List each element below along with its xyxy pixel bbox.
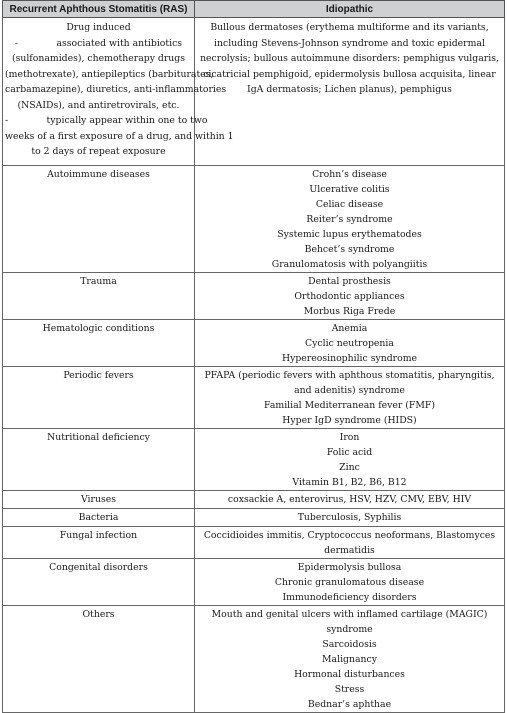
table-body (3, 18, 505, 713)
idiopathic-item: Anemia (331, 323, 368, 334)
table-row (3, 320, 505, 367)
table-row (3, 509, 505, 527)
idiopathic-item: Dental prosthesis (308, 276, 391, 287)
idiopathic-cell (195, 367, 505, 429)
idiopathic-item: Hormonal disturbances (294, 669, 405, 680)
cause-category-text: - typically appear within one to two (5, 115, 208, 126)
idiopathic-item: Stress (334, 684, 365, 695)
idiopathic-item: Zinc (339, 462, 360, 473)
idiopathic-item: syndrome (326, 624, 373, 635)
cause-category-cell (3, 509, 195, 527)
cause-category-text: (methotrexate), antiepileptics (barbiturates, (5, 68, 214, 80)
idiopathic-item: Coccidioides immitis, Cryptococcus neoformans, Blastomyces (203, 530, 496, 541)
cause-category-text: to 2 days of repeat exposure (31, 146, 166, 157)
table-row (3, 273, 505, 320)
cause-category-text: (NSAIDs), and antiretrovirals, etc. (17, 99, 180, 111)
idiopathic-cell (195, 559, 505, 606)
idiopathic-item: Hypereosinophilic syndrome (281, 353, 418, 364)
header-row (3, 1, 505, 18)
idiopathic-item: PFAPA (periodic fevers with aphthous stomatitis, pharyngitis, (204, 370, 495, 381)
idiopathic-item: Immunodeficiency disorders (282, 592, 417, 603)
idiopathic-item: Crohn’s disease (312, 169, 387, 180)
idiopathic-item: IgA dermatosis; Lichen planus), pemphigus (247, 84, 452, 95)
idiopathic-cell (195, 18, 505, 166)
cause-category-text: Drug induced (66, 22, 131, 33)
idiopathic-cell (195, 166, 505, 273)
table-row (3, 166, 505, 273)
header-idiopathic: Idiopathic (195, 1, 505, 18)
idiopathic-item: Iron (339, 432, 360, 443)
idiopathic-item: Reiter’s syndrome (306, 214, 393, 225)
cause-category-text: Hematologic conditions (42, 323, 155, 334)
idiopathic-item: Granulomatosis with polyangiitis (271, 259, 428, 270)
idiopathic-item: Celiac disease (315, 199, 384, 210)
idiopathic-cell (195, 273, 505, 320)
idiopathic-item: and adenitis) syndrome (294, 385, 405, 396)
idiopathic-item: Bullous dermatoses (erythema multiforme and its variants, (210, 22, 489, 33)
idiopathic-item: Folic acid (326, 447, 373, 458)
cause-category-cell (3, 273, 195, 320)
cause-category-text: Periodic fevers (63, 370, 134, 381)
cause-category-text: Bacteria (78, 512, 119, 523)
idiopathic-cell (195, 429, 505, 491)
table-row (3, 18, 505, 166)
table-row (3, 491, 505, 509)
cause-category-text: Autoimmune diseases (47, 169, 150, 180)
idiopathic-item: cicatricial pemphigoid, epidermolysis bullosa acquisita, linear (203, 68, 496, 80)
idiopathic-item: Orthodontic appliances (294, 291, 405, 302)
header-ras: Recurrent Aphthous Stomatitis (RAS) (3, 1, 195, 18)
idiopathic-item: including Stevens-Johnson syndrome and toxic epidermal (214, 37, 485, 49)
cause-category-text: Trauma (80, 276, 117, 287)
cause-category-cell (3, 527, 195, 559)
cause-category-cell (3, 429, 195, 491)
idiopathic-item: Vitamin B1, B2, B6, B12 (292, 477, 407, 488)
idiopathic-item: necrolysis; bullous autoimmune disorders: pemphigus vulgaris, (200, 53, 499, 64)
cause-category-text: Fungal infection (59, 530, 138, 541)
idiopathic-item: dermatidis (324, 545, 375, 556)
cause-category-text: carbamazepine), diuretics, anti-inflammatories (5, 84, 227, 95)
cause-category-cell (3, 166, 195, 273)
idiopathic-item: Epidermolysis bullosa (297, 562, 402, 573)
cause-category-text: Others (82, 609, 115, 620)
idiopathic-cell (195, 320, 505, 367)
table-row (3, 429, 505, 491)
idiopathic-item: Tuberculosis, Syphilis (297, 512, 402, 523)
idiopathic-item: Morbus Riga Frede (303, 306, 396, 317)
table-row (3, 367, 505, 429)
cause-category-text: - associated with antibiotics (14, 37, 183, 49)
idiopathic-item: coxsackie A, enterovirus, HSV, HZV, CMV, EBV, HIV (227, 494, 472, 505)
cause-category-cell (3, 367, 195, 429)
cause-category-cell (3, 559, 195, 606)
idiopathic-item: Cyclic neutropenia (305, 338, 394, 349)
cause-category-text: Viruses (81, 494, 116, 505)
cause-category-text: Congenital disorders (49, 562, 148, 573)
idiopathic-item: Sarcoidosis (322, 639, 377, 650)
cause-category-cell (3, 320, 195, 367)
idiopathic-cell (195, 606, 505, 713)
cause-category-cell (3, 491, 195, 509)
cause-category-text: weeks of a first exposure of a drug, and within 1 (5, 130, 234, 142)
idiopathic-item: Malignancy (322, 654, 377, 665)
idiopathic-cell (195, 509, 505, 527)
cause-category-text: (sulfonamides), chemotherapy drugs (11, 53, 186, 64)
idiopathic-item: Bednar’s aphthae (307, 699, 392, 710)
ras-etiology-table (2, 0, 505, 713)
cause-category-cell (3, 18, 234, 166)
idiopathic-cell (195, 527, 505, 559)
idiopathic-cell (195, 491, 505, 509)
idiopathic-item: Systemic lupus erythematodes (277, 229, 422, 240)
table-row (3, 606, 505, 713)
cause-category-cell (3, 606, 195, 713)
idiopathic-item: Ulcerative colitis (309, 184, 390, 195)
idiopathic-item: Chronic granulomatous disease (274, 577, 425, 588)
table-row (3, 527, 505, 559)
idiopathic-item: Familial Mediterranean fever (FMF) (264, 400, 435, 411)
idiopathic-item: Mouth and genital ulcers with inflamed cartilage (MAGIC) (211, 609, 488, 620)
table-row (3, 559, 505, 606)
idiopathic-item: Hyper IgD syndrome (HIDS) (282, 415, 417, 426)
idiopathic-item: Behcet’s syndrome (304, 244, 395, 255)
cause-category-text: Nutritional deficiency (47, 432, 150, 443)
